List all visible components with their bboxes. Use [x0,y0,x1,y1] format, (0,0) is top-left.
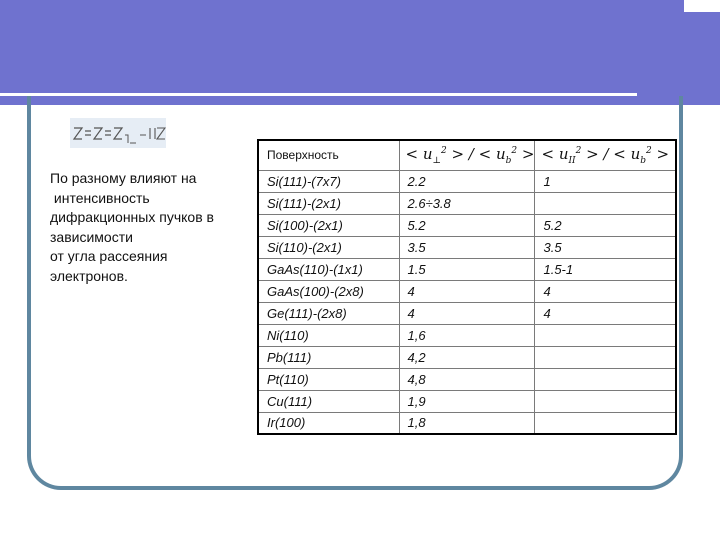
surface-cell: GaAs(110)-(1x1) [258,258,399,280]
table-row [258,170,676,192]
surface-cell: Si(111)-(7x7) [258,170,399,192]
table-row [258,302,676,324]
description-line: дифракционных пучков в [50,209,214,226]
ratio-perp-cell: 1.5 [399,258,535,280]
ratio-perp-cell: 4,8 [399,368,535,390]
ratio-perp-formula: < $u_\perp^2$ > / < $u_b^2$ > [405,144,535,166]
title-band-notch [684,0,720,12]
ratio-par-cell: 4 [535,302,676,324]
ratio-perp-cell: 2.2 [399,170,535,192]
header-surface: Поверхность [258,140,399,170]
formula-drawing [70,118,166,148]
surface-cell: GaAs(100)-(2x8) [258,280,399,302]
ratio-par-formula: < $u_{II}^2$ > / < $u_b^2$ > [541,144,670,166]
description-line: электронов. [50,267,128,284]
surface-cell: Si(110)-(2x1) [258,236,399,258]
header-ratio-perp [399,140,535,170]
description-line: По разному влияют на [50,170,197,186]
description-text [50,169,250,287]
surface-cell: Pt(110) [258,368,399,390]
surface-cell: Pb(111) [258,346,399,368]
ratio-par-cell [535,192,676,214]
ratio-par-cell: 1 [535,170,676,192]
table-row [258,390,676,412]
table-row [258,346,676,368]
ratio-perp-cell: 1,6 [399,324,535,346]
table-row [258,192,676,214]
table-row [258,280,676,302]
ratio-par-cell: 4 [535,280,676,302]
header-ratio-par [535,140,676,170]
ratio-par-cell [535,412,676,434]
table-row [258,214,676,236]
ratio-perp-cell: 2.6÷3.8 [399,192,535,214]
surface-cell: Cu(111) [258,390,399,412]
table-row [258,412,676,434]
table-row [258,236,676,258]
ratio-perp-cell: 4 [399,302,535,324]
surface-cell: Ge(111)-(2x8) [258,302,399,324]
surface-table [257,139,677,435]
surface-cell: Si(100)-(2x1) [258,214,399,236]
description-line: от угла рассеяния [50,248,168,265]
title-band [0,0,720,105]
ratio-par-cell [535,324,676,346]
ratio-perp-cell: 1,9 [399,390,535,412]
table-row [258,324,676,346]
table-row [258,258,676,280]
table-header-row [258,140,676,170]
table-row [258,368,676,390]
ratio-perp-cell: 4,2 [399,346,535,368]
surface-cell: Si(111)-(2x1) [258,192,399,214]
ratio-par-cell: 1.5-1 [535,258,676,280]
ratio-par-cell [535,346,676,368]
data-table [257,139,677,435]
surface-cell: Ni(110) [258,324,399,346]
surface-cell: Ir(100) [258,412,399,434]
ratio-par-cell [535,390,676,412]
formula-image [70,118,166,148]
ratio-par-cell: 3.5 [535,236,676,258]
ratio-par-cell [535,368,676,390]
description-line: интенсивность [50,189,150,206]
description-line: зависимости [50,228,133,245]
ratio-perp-cell: 4 [399,280,535,302]
ratio-par-cell: 5.2 [535,214,676,236]
ratio-perp-cell: 5.2 [399,214,535,236]
ratio-perp-cell: 1,8 [399,412,535,434]
ratio-perp-cell: 3.5 [399,236,535,258]
